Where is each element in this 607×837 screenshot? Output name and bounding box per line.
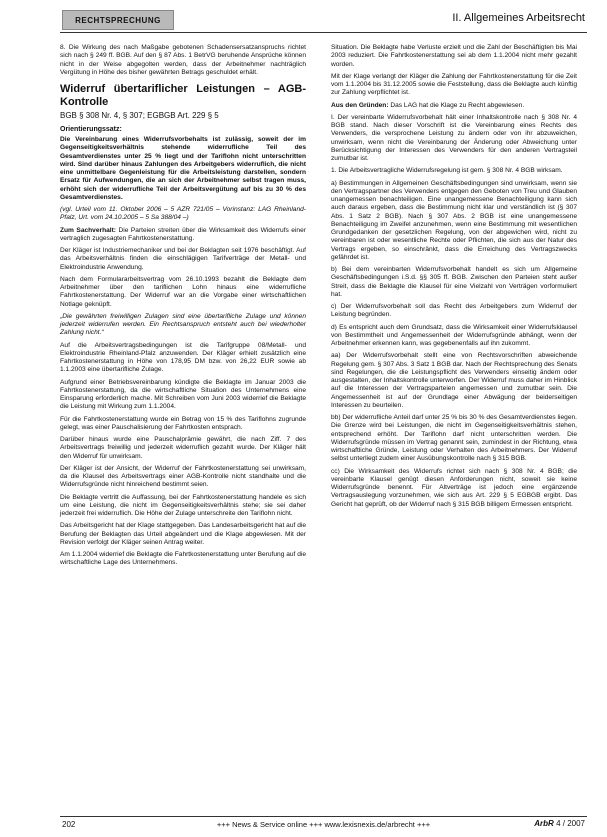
grounds-text: Das LAG hat die Klage zu Recht abgewiesen. bbox=[390, 101, 525, 109]
body-paragraph: a) Bestimmungen in Allgemeinen Geschäftsbedingungen sind unwirksam, wenn sie den Vertragspartner des Verwenders entgegen den Geboten von Treu und Glauben unangemessen benachteiligen. Eine unangemessene Benachteiligung kann sich auch daraus ergeben, dass die Bestimmung nicht klar und verständlich ist (§ 307 Abs. 1 Satz 2 BGB). Nach § 307 Abs. 2 BGB ist eine unangemessene Benachteiligung im Zweifel anzunehmen, wenn eine Bestimmung mit wesentlichen Grundgedanken der gesetzlichen Regelung, von der abgewichen wird, nicht zu vereinbaren ist oder wesentliche Rechte oder Pflichten, die sich aus der Natur des Vertrags ergeben, so einschränkt, dass die Erreichung des Vertragszwecks gefährdet ist. bbox=[331, 179, 577, 261]
statute-citation: BGB § 308 Nr. 4, § 307; EGBGB Art. 229 § 5 bbox=[60, 111, 219, 120]
page-number: 202 bbox=[62, 820, 76, 829]
body-paragraph: Der Kläger ist Industriemechaniker und bei der Beklagten seit 1976 beschäftigt. Auf das Arbeitsverhältnis finden die einschlägigen Tarifverträge der Metall- und Elektroindustrie Anwendung. bbox=[60, 247, 306, 271]
body-paragraph: Situation. Die Beklagte habe Verluste erzielt und die Zahl der Beschäftigten bis Mai 2003 reduziert. Die Fahrtkostenerstattung sei ab dem 1.1.2004 nicht mehr gezahlt worden. bbox=[331, 44, 577, 68]
facts-text: Die Parteien streiten über die Wirksamkeit des Widerrufs einer vertraglich zugesagten Fahrtkostenerstattung. bbox=[60, 226, 306, 242]
body-paragraph: Mit der Klage verlangt der Kläger die Zahlung der Fahrtkostenerstattung für die Zeit vom 1.1.2004 bis 31.12.2005 sowie die Feststellung, dass die Beklagte auch künftig zur Zahlung verpflichtet ist. bbox=[331, 72, 577, 97]
intro-paragraph: 8. Die Wirkung des nach Maßgabe gebotenen Schadensersatzanspruchs richtet sich nach § 249 ff. BGB. Auf den § 87 Abs. 1 BetrVG beruhende Ansprüche können nicht in der Weise abgegolten werden, dass der Arbeitnehmer nachträglich Vergütung in Höhe des bisher gewährten Betrags geschuldet erhält. bbox=[60, 44, 306, 76]
facts-heading: Zum Sachverhalt: bbox=[60, 226, 116, 234]
header-rule bbox=[60, 32, 587, 33]
body-paragraph: c) Der Widerrufsvorbehalt soll das Recht des Arbeitgebers zum Widerruf der Leistung begründen. bbox=[331, 303, 577, 319]
left-column bbox=[60, 44, 306, 572]
body-paragraph: Das Arbeitsgericht hat der Klage stattgegeben. Das Landesarbeitsgericht hat auf die Berufung der Beklagten das Urteil abgeändert und die Klage abgewiesen. Mit der Revision verfolgt der Kläger seinen Antrag weiter. bbox=[60, 522, 306, 546]
body-paragraph: Darüber hinaus wurde eine Pauschalprämie gewährt, die nach Ziff. 7 des Arbeitsvertrags freiwillig und jederzeit widerruflich gezahlt wurde. Der Kläger hält den Widerruf für unwirksam. bbox=[60, 436, 306, 460]
section-title: II. Allgemeines Arbeitsrecht bbox=[452, 12, 585, 24]
page-footer bbox=[60, 816, 587, 832]
body-paragraph: 1. Die Arbeitsvertragliche Widerrufsregelung ist gem. § 308 Nr. 4 BGB wirksam. bbox=[331, 167, 563, 175]
body-paragraph: cc) Die Wirksamkeit des Widerrufs richtet sich nach § 308 Nr. 4 BGB; die vereinbarte Klausel genügt diesen Anforderungen nicht, soweit sie keine Widerrufsgründe benennt. Für Altverträge ist jedoch eine ergänzende Vertragsauslegung vorzunehmen, wie sich aus Art. 229 § 5 EGBGB ergibt. Das Gericht hat geprüft, ob der Widerruf nach § 315 BGB billigem Ermessen entspricht. bbox=[331, 467, 577, 508]
facts-paragraph bbox=[60, 227, 306, 244]
body-paragraph: Die Beklagte vertritt die Auffassung, bei der Fahrtkostenerstattung handele es sich um eine Leistung, die nicht im Gegenseitigkeitsverhältnis stehe; sie sei daher jederzeit frei widerruflich. Die Höhe der Zulage unterschreite den Tariflohn nicht. bbox=[60, 493, 306, 517]
orientation-heading: Orientierungssatz: bbox=[60, 126, 122, 133]
right-column bbox=[331, 44, 577, 513]
body-paragraph: Aufgrund einer Betriebsvereinbarung kündigte die Beklagte im Januar 2003 die Fahrtkostenerstattung, da die wirtschaftliche Situation des Unternehmens eine Einsparung erforderlich mache. Mit Schreiben vom Juni 2003 widerrief die Beklagte die Leistung mit Wirkung zum 1.1.2004. bbox=[60, 378, 306, 411]
grounds-heading: Aus den Gründen: bbox=[331, 101, 389, 109]
page-header bbox=[0, 0, 607, 40]
journal-logo: ArbR bbox=[534, 819, 554, 828]
orientation-text: Die Vereinbarung eines Widerrufsvorbehalts ist zulässig, soweit der im Gegenseitigkeitsverhältnis stehende widerrufliche Teil des Gesamtverdienstes unter 25 % liegt und der Tariflohn nicht unterschritten wird. Sind darüber hinaus Zahlungen des Arbeitgebers widerruflich, die nicht eine unmittelbare Gegenleistung für die Arbeitsleistung darstellen, sondern Ersatz für Aufwendungen, die an sich der Arbeitnehmer selbst tragen muss, erhöht sich der widerrufliche Teil der Arbeitsvergütung auf bis zu 30 % des Gesamtverdienstes. bbox=[60, 136, 306, 201]
section-badge: RECHTSPRECHUNG bbox=[62, 10, 174, 30]
body-paragraph: Nach dem Formulararbeitsvertrag vom 26.10.1993 bezahlt die Beklagte dem Arbeitnehmer über den tariflichen Lohn hinaus eine widerrufliche Fahrtkostenerstattung. Der Widerruf war an die Vorgabe einer wirtschaftlichen Notlage geknüpft. bbox=[60, 275, 306, 308]
body-paragraph: I. Der vereinbarte Widerrufsvorbehalt hält einer Inhaltskontrolle nach § 308 Nr. 4 BGB stand. Nach dieser Vorschrift ist die Vereinbarung eines Rechts des Verwenders, die versprochene Leistung zu ändern oder von ihr abzuweichen, unwirksam, wenn nicht die Vereinbarung der Änderung oder Abweichung unter Berücksichtigung der Interessen des Verwenders für den anderen Vertragsteil zumutbar ist. bbox=[331, 113, 577, 162]
body-paragraph: d) Es entspricht auch dem Grundsatz, dass die Wirksamkeit einer Widerrufsklausel von Bestimmtheit und Angemessenheit der Widerrufsgründe abhängt, wenn der Arbeitnehmer erkennen kann, was gegebenenfalls auf ihn zukommt. bbox=[331, 323, 577, 347]
body-paragraph: Am 1.1.2004 widerrief die Beklagte die Fahrtkostenerstattung unter Berufung auf die wirtschaftliche Lage des Unternehmens. bbox=[60, 551, 306, 567]
body-paragraph: Der Kläger ist der Ansicht, der Widerruf der Fahrtkostenerstattung sei unwirksam, da die Klausel des Arbeitsvertrags einer AGB-Kontrolle nicht standhalte und die Widerrufsgründe nicht hinreichend bestimmt seien. bbox=[60, 464, 306, 489]
issue-number: 4 / 2007 bbox=[556, 819, 585, 828]
body-paragraph: aa) Der Widerrufsvorbehalt stellt eine von Rechtsvorschriften abweichende Regelung gem. § 307 Abs. 3 Satz 1 BGB dar. Nach der Rechtsprechung des Senats sind Regelungen, die die Leistungspflicht des Verwenders einseitig ändern oder ausgestalten, der Inhaltskontrolle unterworfen. Der Widerruf muss daher im Hinblick auf die Interessen der Vertragsparteien angemessen und zumutbar sein. Die Angemessenheit ist auf der Grundlage einer Abwägung der beiderseitigen Interessen zu beurteilen. bbox=[331, 352, 577, 409]
body-paragraph: b) Bei dem vereinbarten Widerrufsvorbehalt handelt es sich um Allgemeine Geschäftsbedingungen i.S.d. §§ 305 ff. BGB. Zwischen den Parteien steht außer Streit, dass die Beklagte die Klausel für eine Vielzahl von Verträgen vorformuliert hat. bbox=[331, 266, 577, 298]
decision-source: (vgl. Urteil vom 11. Oktober 2006 – 5 AZR 721/05 – Vorinstanz: LAG Rheinland-Pfalz, Urt. vom 24.10.2005 – 5 Sa 388/04 –) bbox=[60, 206, 306, 222]
footer-link[interactable]: +++ News & Service online +++ www.lexisnexis.de/arbrecht +++ bbox=[216, 820, 431, 829]
grounds-paragraph bbox=[331, 102, 577, 110]
footer-rule bbox=[60, 816, 587, 817]
body-paragraph: Auf die Arbeitsvertragsbedingungen ist die Tarifgruppe 08/Metall- und Elektroindustrie Rheinland-Pfalz anzuwenden. Der Kläger erhielt zusätzlich eine Fahrtkostenerstattung in Höhe von 178,95 DM bzw. von 26,22 EUR sowie ab 1.1.2003 eine übertarifliche Zulage. bbox=[60, 341, 306, 374]
contract-quote: „Die gewährten freiwilligen Zulagen sind eine übertarifliche Zulage und können jederzeit widerrufen werden. Ein Rechtsanspruch entsteht auch bei wiederholter Zahlung nicht.“ bbox=[60, 312, 306, 337]
issue-label bbox=[534, 819, 585, 828]
body-paragraph: Für die Fahrtkostenerstattung wurde ein Betrag von 15 % des Tariflohns zugrunde gelegt, was einer Pauschalisierung der Fahrtkosten entsprach. bbox=[60, 415, 306, 431]
body-paragraph: bb) Der widerrufliche Anteil darf unter 25 % bis 30 % des Gesamtverdienstes liegen. Die Grenze wird bei Leistungen, die nicht im Gegenseitigkeitsverhältnis stehen, entsprechend erhöht. Der Tariflohn darf nicht unterschritten werden. Die Widerrufsgründe müssen im Vertrag genannt sein, zumindest in der Richtung, etwa wirtschaftliche Gründe, Leistung oder Verhalten des Arbeitnehmers. Der Widerruf selbst unterliegt zudem einer Ausübungskontrolle nach § 315 BGB. bbox=[331, 414, 577, 463]
article-title: Widerruf übertariflicher Leistungen – AGB-Kontrolle bbox=[60, 83, 306, 108]
